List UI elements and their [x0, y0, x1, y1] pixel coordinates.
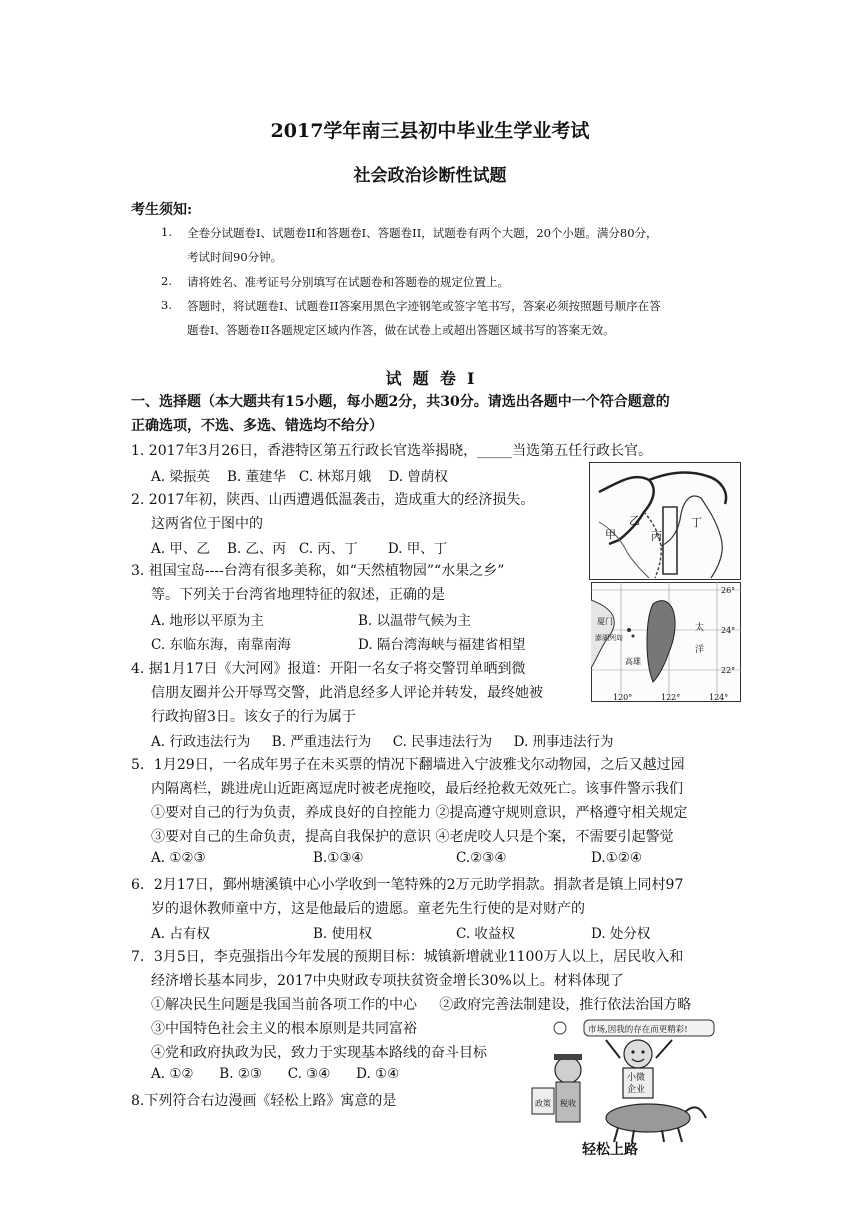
question-4-line2: 信朋友圈并公开辱骂交警，此消息经多人评论并转发，最终她被: [151, 685, 543, 701]
question-6-option-c: C. 收益权: [456, 926, 515, 942]
question-7-line2: 经济增长基本同步，2017中央财政专项扶贫资金增长30%以上。材料体现了: [151, 973, 624, 989]
question-4-line3: 行政拘留3日。该女子的行为属于: [151, 709, 356, 725]
section-instruction-line2: 正确选项，不选、多选、错选均不给分）: [131, 418, 383, 434]
cartoon-banner: 市场,因我的存在而更精彩!: [588, 1025, 688, 1035]
question-5-line2: 内隔离栏，跳进虎山近距离逗虎时被老虎拖咬，最后经抢救无效死亡。该事件警示我们: [151, 781, 683, 797]
question-5-option-a: A. ①②③: [151, 850, 206, 866]
question-2-line2: 这两省位于图中的: [151, 516, 263, 532]
page-title: 2017学年南三县初中毕业生学业考试: [270, 120, 590, 142]
notice-num-2: 2.: [161, 274, 172, 288]
question-7-line4: ③中国特色社会主义的根本原则是共同富裕: [151, 1021, 417, 1037]
map2-lat26: 26°: [721, 586, 736, 595]
question-6-option-d: D. 处分权: [591, 926, 651, 942]
question-5-option-b: B.①③④: [313, 850, 364, 866]
notice-item-3-line1: 答题时，将试题卷I、试题卷II答案用黑色字迹钢笔或签字笔书写，答案必须按照题号顺序在答: [187, 299, 661, 313]
cartoon-caption: 轻松上路: [582, 1142, 638, 1158]
cartoon-easy-road: [520, 1018, 720, 1158]
question-3-option-a: A. 地形以平原为主: [151, 613, 264, 629]
question-6-option-a: A. 占有权: [151, 926, 210, 942]
question-2-options: A. 甲、乙 B. 乙、丙 C. 丙、丁 D. 甲、丁: [151, 541, 448, 557]
notice-item-2-line1: 请将姓名、准考证号分别填写在试题卷和答题卷的规定位置上。: [187, 275, 509, 289]
question-5-line4: ③要对自己的生命负责，提高自我保护的意识 ④老虎咬人只是个案，不需要引起警觉: [151, 829, 674, 845]
notice-num-3: 3.: [161, 298, 172, 312]
map2-penghu: 澎湖列岛: [595, 634, 623, 642]
taiwan-map: [591, 582, 741, 702]
cartoon-sign-2: 企业: [627, 1085, 646, 1095]
question-7-options: A. ①② B. ②③ C. ③④ D. ①④: [151, 1066, 400, 1082]
question-6-option-b: B. 使用权: [313, 926, 373, 942]
map1-label-bing: 丙: [651, 530, 662, 543]
page-subtitle: 社会政治诊断性试题: [353, 166, 507, 186]
map1-label-yi: 乙: [629, 514, 640, 527]
notice-item-3-line2: 题卷I、答题卷II各题规定区域内作答，做在试卷上或超出答题区域书写的答案无效。: [187, 323, 615, 337]
section-heading: 试 题 卷 I: [385, 369, 475, 388]
notice-item-1-line1: 全卷分试题卷I、试题卷II和答题卷I、答题卷II，试题卷有两个大题，20个小题。满分80分，: [187, 226, 658, 240]
map2-gaoxiong: 高雄: [625, 657, 641, 666]
map1-label-ding: 丁: [691, 516, 702, 529]
question-5-option-c: C.②③④: [456, 850, 507, 866]
province-map: [589, 462, 741, 580]
question-4-options: A. 行政违法行为 B. 严重违法行为 C. 民事违法行为 D. 刑事违法行为: [151, 734, 614, 750]
question-3-line2: 等。下列关于台湾省地理特征的叙述，正确的是: [151, 587, 445, 603]
notice-num-1: 1.: [161, 225, 172, 239]
question-5-line3: ①要对自己的行为负责，养成良好的自控能力 ②提高遵守规则意识，严格遵守相关规定: [151, 805, 688, 821]
question-1-options: A. 梁振英 B. 董建华 C. 林郑月娥 D. 曾荫权: [151, 469, 448, 485]
question-3-option-c: C. 东临东海，南靠南海: [151, 637, 291, 653]
cartoon-sign-1: 小微: [627, 1073, 646, 1083]
cartoon-side-2: 税收: [560, 1099, 576, 1108]
question-4-line1: 4. 据1月17日《大河网》报道：开阳一名女子将交警罚单晒到微: [131, 661, 526, 677]
question-7-line5: ④党和政府执政为民，致力于实现基本路线的奋斗目标: [151, 1045, 487, 1061]
map2-lon122: 122°: [661, 693, 681, 702]
question-3-option-d: D. 隔台湾海峡与福建省相望: [358, 637, 526, 653]
question-7-line1: 7．3月5日，李克强指出今年发展的预期目标：城镇新增就业1100万人以上，居民收入和: [131, 949, 684, 965]
question-7-line3: ①解决民生问题是我国当前各项工作的中心 ②政府完善法制建设，推行依法治国方略: [151, 997, 692, 1013]
question-5-option-d: D.①②④: [591, 850, 642, 866]
map2-yang: 洋: [695, 645, 705, 655]
question-3-line1: 3. 祖国宝岛----台湾有很多美称，如“天然植物园”“水果之乡”: [131, 563, 505, 579]
map2-xiamen: 厦门: [597, 617, 613, 626]
question-1-text: 1. 2017年3月26日，香港特区第五行政长官选举揭晓，_____当选第五任行政长官。: [131, 443, 653, 459]
question-3-option-b: B. 以温带气候为主: [358, 613, 472, 629]
notice-heading: 考生须知:: [131, 202, 193, 218]
question-6-line1: 6．2月17日，鄞州塘溪镇中心小学收到一笔特殊的2万元助学捐款。捐款者是镇上同村97: [131, 877, 684, 893]
cartoon-side-1: 政策: [535, 1099, 551, 1108]
notice-item-1-line2: 考试时间90分钟。: [187, 250, 283, 264]
map2-lon120: 120°: [613, 693, 633, 702]
section-instruction-line1: 一、选择题（本大题共有15小题，每小题2分，共30分。请选出各题中一个符合题意的: [131, 394, 670, 410]
map2-tai: 太: [695, 623, 705, 633]
question-5-line1: 5．1月29日，一名成年男子在未买票的情况下翻墙进入宁波雅戈尔动物园，之后又越过园: [131, 757, 685, 773]
question-2-line1: 2. 2017年初，陕西、山西遭遇低温袭击，造成重大的经济损失。: [131, 492, 535, 508]
question-8-text: 8.下列符合右边漫画《轻松上路》寓意的是: [131, 1093, 397, 1109]
map2-lat22: 22°: [721, 666, 736, 675]
map2-lat24: 24°: [721, 626, 736, 635]
map2-lon124: 124°: [709, 693, 729, 702]
question-6-line2: 岁的退休教师童中方，这是他最后的遗愿。童老先生行使的是对财产的: [151, 901, 585, 917]
map1-label-jia: 甲: [605, 528, 616, 541]
